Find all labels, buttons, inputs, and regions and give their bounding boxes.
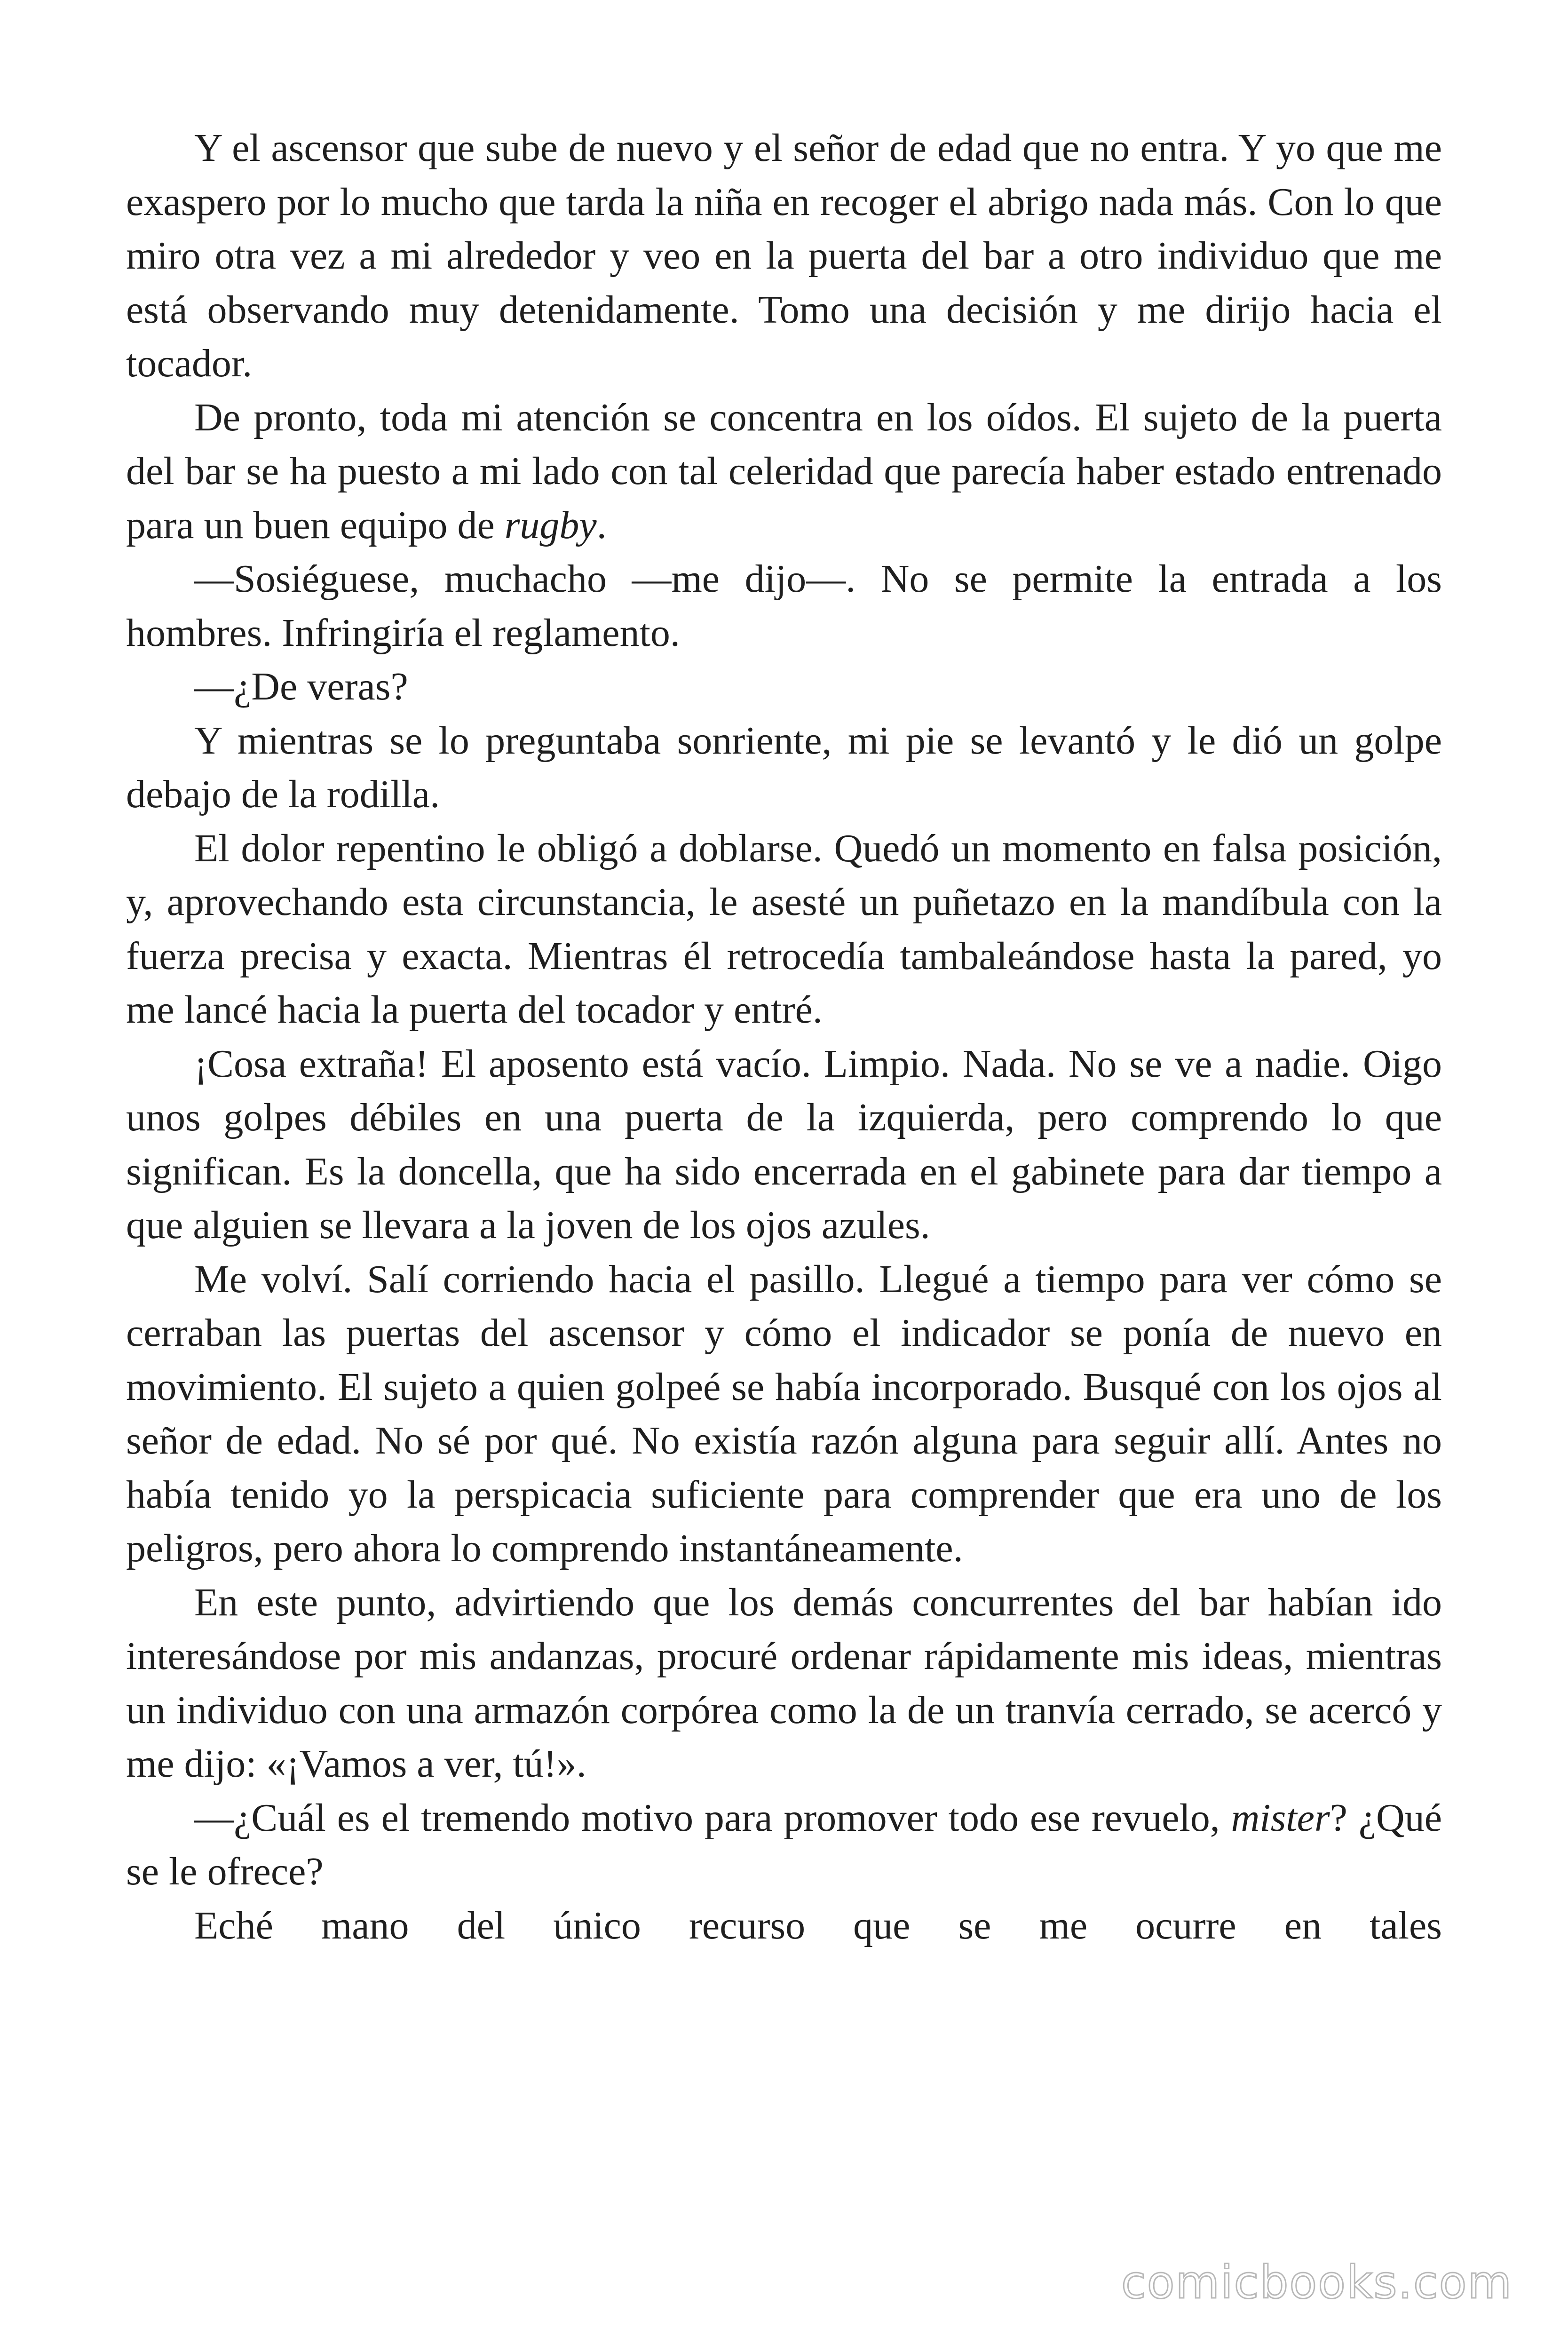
paragraph-8 — [126, 1253, 1442, 1576]
text-run: ¡Cosa extraña! El aposento está vacío. Limpio. Nada. No se ve a nadie. Oigo unos golpes débiles en una puerta de la izquierda, pero comprendo lo que significan. Es la doncella, que ha sido encerrada en el gabinete para dar tiempo a que alguien se llevara a la joven de los ojos azules. — [126, 1041, 1442, 1247]
text-run: . — [596, 503, 607, 547]
watermark: comicbooks.com — [1121, 2256, 1513, 2309]
text-run: Y mientras se lo preguntaba sonriente, mi pie se levantó y le dió un golpe debajo de la rodilla. — [126, 718, 1442, 816]
text-run: El dolor repentino le obligó a doblarse. Quedó un momento en falsa posición, y, aprovechando esta circunstancia, le asesté un puñetazo en la mandíbula con la fuerza precisa y exacta. Mientras él retrocedía tambaleándose hasta la pared, yo me lancé hacia la puerta del tocador y entré. — [126, 826, 1442, 1032]
text-run: Y el ascensor que sube de nuevo y el señor de edad que no entra. Y yo que me exaspero por lo mucho que tarda la niña en recoger el abrigo nada más. Con lo que miro otra vez a mi alrededor y veo en la puerta del bar a otro individuo que me está observando muy detenidamente. Tomo una decisión y me dirijo hacia el tocador. — [126, 126, 1442, 385]
paragraph-4 — [126, 660, 1442, 714]
paragraph-6 — [126, 822, 1442, 1037]
italic-text: mister — [1231, 1796, 1330, 1840]
text-run: Me volví. Salí corriendo hacia el pasillo. Llegué a tiempo para ver cómo se cerraban las puertas del ascensor y cómo el indicador se ponía de nuevo en movimiento. El sujeto a quien golpeé se había incorporado. Busqué con los ojos al señor de edad. No sé por qué. No existía razón alguna para seguir allí. Antes no había tenido yo la perspicacia suficiente para comprender que era uno de los peligros, pero ahora lo comprendo instantáneamente. — [126, 1257, 1442, 1570]
paragraph-1 — [126, 121, 1442, 391]
paragraph-11 — [126, 1899, 1442, 1953]
italic-text: rugby — [504, 503, 597, 547]
text-run: —Sosiéguese, muchacho —me dijo—. No se permite la entrada a los hombres. Infringiría el reglamento. — [126, 557, 1442, 655]
paragraph-7 — [126, 1037, 1442, 1253]
text-run: ? ¿Qué se le ofrece? — [126, 1796, 1442, 1893]
paragraph-5 — [126, 714, 1442, 822]
text-run: Eché mano del único recurso que se me ocurre en tales — [194, 1903, 1442, 1947]
text-run: —¿Cuál es el tremendo motivo para promover todo ese revuelo, — [194, 1796, 1231, 1840]
paragraph-3 — [126, 552, 1442, 660]
body-text — [126, 121, 1442, 1953]
paragraph-10 — [126, 1791, 1442, 1899]
paragraph-2 — [126, 391, 1442, 553]
text-run: En este punto, advirtiendo que los demás concurrentes del bar habían ido interesándose por mis andanzas, procuré ordenar rápidamente mis ideas, mientras un individuo con una armazón corpórea como la de un tranvía cerrado, se acercó y me dijo: «¡Vamos a ver, tú!». — [126, 1580, 1442, 1786]
paragraph-9 — [126, 1576, 1442, 1791]
text-run: De pronto, toda mi atención se concentra en los oídos. El sujeto de la puerta del bar se ha puesto a mi lado con tal celeridad que parecía haber estado entrenado para un buen equipo de — [126, 395, 1442, 547]
text-run: —¿De veras? — [194, 665, 408, 708]
